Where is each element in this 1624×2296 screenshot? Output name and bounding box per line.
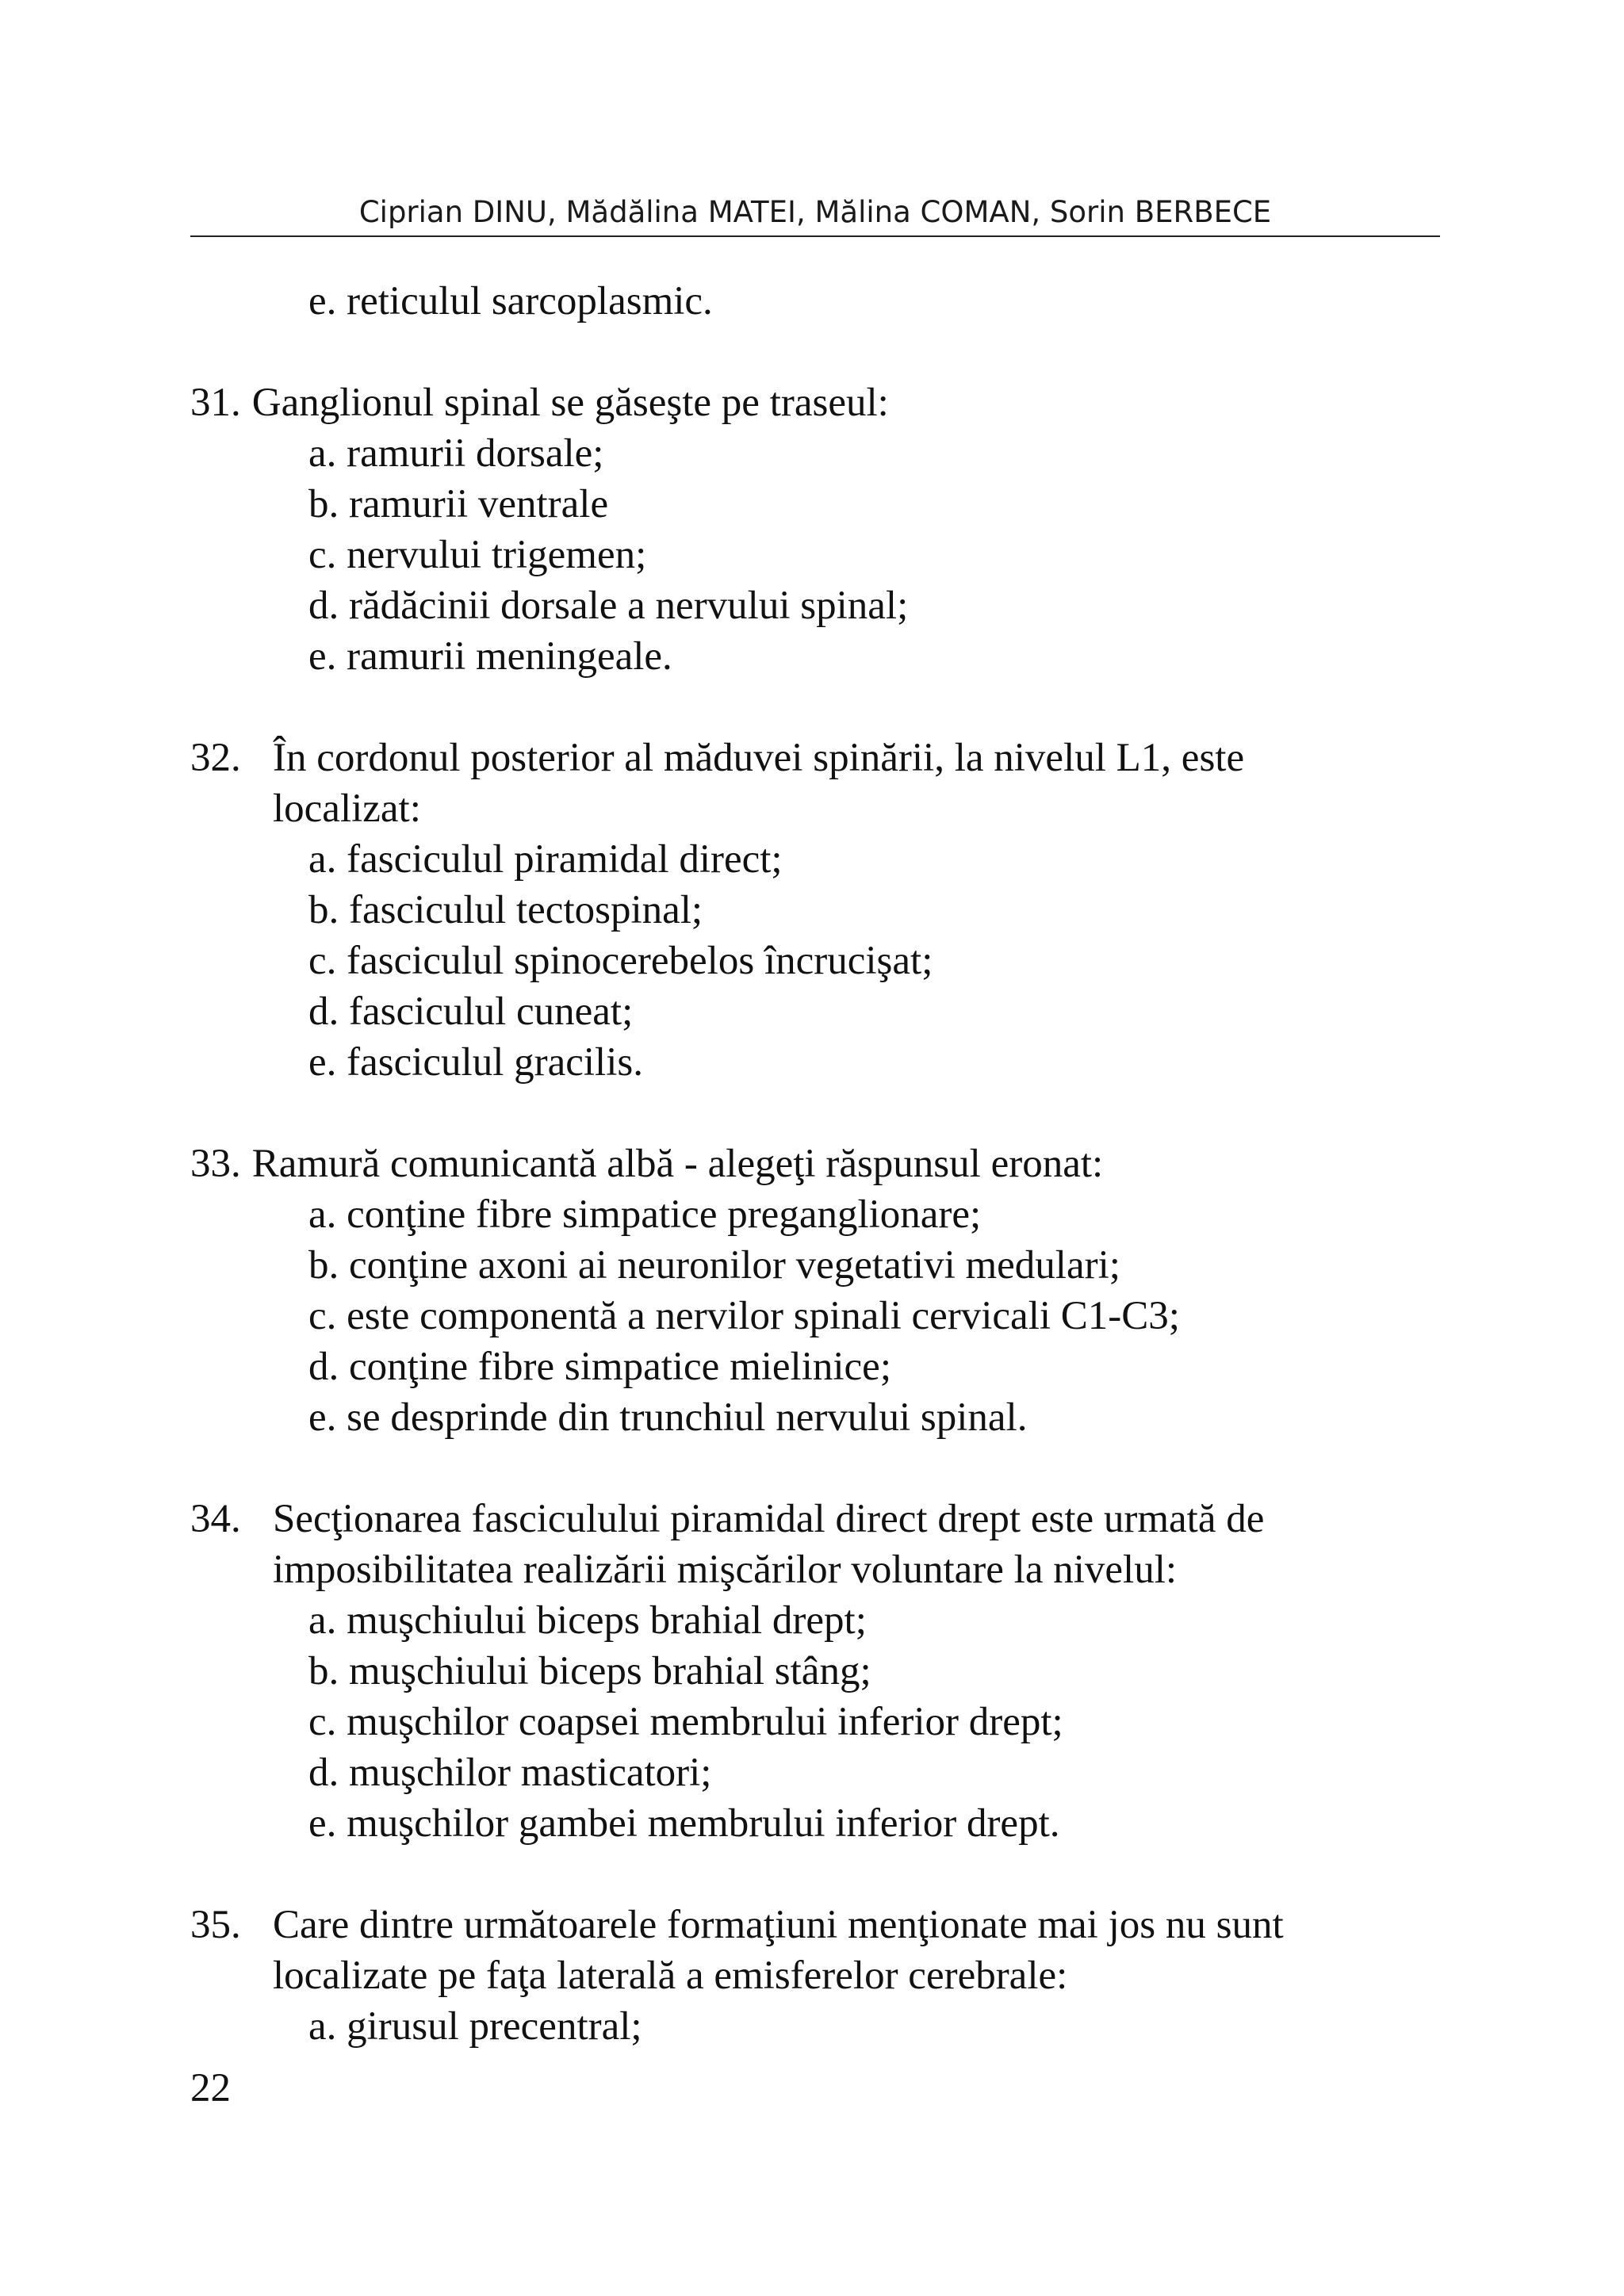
question-stem bbox=[190, 1138, 1459, 1189]
answer-option: e. fasciculul gracilis. bbox=[308, 1040, 643, 1085]
question-number: 32. bbox=[190, 736, 241, 780]
question-31 bbox=[190, 377, 1459, 682]
question-35 bbox=[190, 1900, 1459, 2052]
page-number: 22 bbox=[190, 2066, 231, 2110]
answer-option: a. girusul precentral; bbox=[308, 2004, 642, 2049]
page-body bbox=[190, 276, 1459, 2052]
question-text: Secţionarea fasciculului piramidal direct drept este urmată de imposibilitatea realizării mişcărilor voluntare la nivelul: bbox=[273, 1497, 1265, 1592]
carryover-option: e. reticulul sarcoplasmic. bbox=[308, 279, 713, 323]
running-head: Ciprian DINU, Mădălina MATEI, Mălina COMAN, Sorin BERBECE bbox=[358, 195, 1272, 229]
question-text: În cordonul posterior al măduvei spinării, la nivelul L1, este localizat: bbox=[273, 736, 1245, 831]
question-text: Ramură comunicantă albă - alegeţi răspunsul eronat: bbox=[251, 1142, 1104, 1186]
answer-option: a. muşchiului biceps brahial drept; bbox=[308, 1598, 867, 1643]
answer-option: d. fasciculul cuneat; bbox=[308, 989, 634, 1034]
answer-option: b. ramurii ventrale bbox=[308, 482, 609, 526]
answer-option: c. fasciculul spinocerebelos încrucişat; bbox=[308, 939, 933, 983]
answer-option: c. este componentă a nervilor spinali cervicali C1-C3; bbox=[308, 1294, 1180, 1338]
answer-option: e. ramurii meningeale. bbox=[308, 634, 672, 679]
answer-option: d. muşchilor masticatori; bbox=[308, 1751, 712, 1795]
question-32 bbox=[190, 733, 1459, 1088]
answer-option: e. muşchilor gambei membrului inferior drept. bbox=[308, 1801, 1060, 1846]
answer-option: b. fasciculul tectospinal; bbox=[308, 888, 703, 932]
question-34 bbox=[190, 1494, 1459, 1849]
answer-option: b. conţine axoni ai neuronilor vegetativi medulari; bbox=[308, 1243, 1120, 1288]
answer-option: b. muşchiului biceps brahial stâng; bbox=[308, 1649, 871, 1693]
question-stem bbox=[190, 733, 1459, 834]
answer-option: c. muşchilor coapsei membrului inferior drept; bbox=[308, 1700, 1063, 1744]
question-number: 35. bbox=[190, 1903, 241, 1947]
answer-option: c. nervului trigemen; bbox=[308, 533, 647, 577]
question-stem bbox=[190, 1494, 1459, 1595]
answer-option: a. conţine fibre simpatice preganglionare; bbox=[308, 1192, 982, 1237]
question-number: 31. bbox=[190, 381, 241, 425]
answer-option: e. se desprinde din trunchiul nervului spinal. bbox=[308, 1395, 1028, 1440]
question-stem bbox=[190, 1900, 1459, 2001]
question-stem bbox=[190, 377, 1459, 428]
answer-option: a. fasciculul piramidal direct; bbox=[308, 837, 783, 882]
answer-option: d. conţine fibre simpatice mielinice; bbox=[308, 1345, 891, 1389]
question-text: Care dintre următoarele formaţiuni menţionate mai jos nu sunt localizate pe faţa laterală a emisferelor cerebrale: bbox=[273, 1903, 1284, 1998]
answer-option: a. ramurii dorsale; bbox=[308, 431, 604, 476]
question-text: Ganglionul spinal se găseşte pe traseul: bbox=[251, 381, 889, 425]
question-number: 33. bbox=[190, 1142, 241, 1186]
question-33 bbox=[190, 1138, 1459, 1443]
header-rule bbox=[190, 235, 1440, 237]
answer-option: d. rădăcinii dorsale a nervului spinal; bbox=[308, 584, 909, 628]
question-number: 34. bbox=[190, 1497, 241, 1541]
